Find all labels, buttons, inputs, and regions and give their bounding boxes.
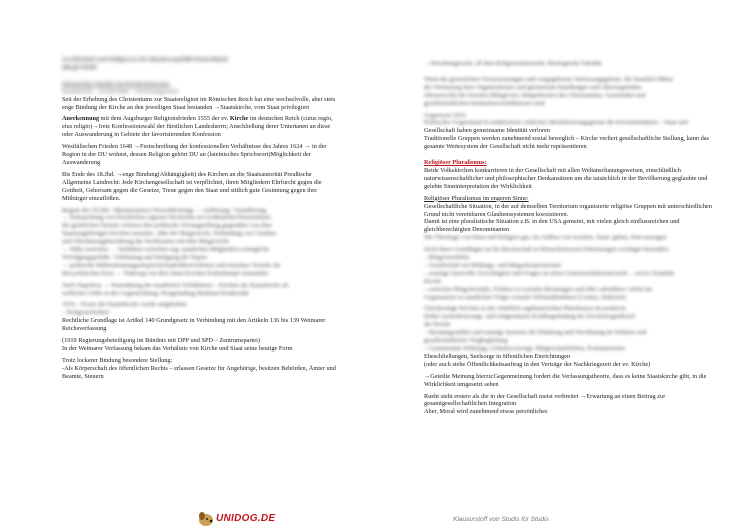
blur-line: (Steuerrecht) der Kirchen (Bürgerwer, Bürgerkirche) des Christentums, Gemeinden und — [424, 91, 646, 99]
blur-line: →Weichtungsrecht, all dem Religionsunterricht, theologische Fakultät — [424, 60, 602, 67]
right-paragraph-5: Damit ist eine pluralistische Situation z.B. in den USA gemeint, mit vielen gleich einflussreichen und gleichberechtigten Denominanten — [424, 218, 680, 234]
right-paragraph-9: Rueht sieht erstere als die in der Gesellschaft meist verbreitet →Erwartung an einen Beitrag zur gesamtgesellschaftlichen Integration — [424, 392, 666, 408]
left-paragraph-2 — [62, 115, 342, 139]
blur-line: → politische Mitbestimmungsansprüche/katholikenverboten und einzelner Vorteile für — [62, 261, 281, 269]
right-paragraph-8: →Geteilte Meinung hierzu:Gegenmeinung fordert die Verfassungstheorie, dass es keine Staatskirche gibt, in die Wirklichkeit umgesetzt sehen — [424, 372, 707, 388]
left-column — [62, 56, 342, 381]
blur-line: Gleichzeitige Kirchen in der erheblich ergebnisreichen Pluralismus im positiven — [424, 305, 627, 313]
blur-line: → Nähe zwischen … Verhältnis zwischen sog. staatlichen Mitgliedern ermöglicht — [62, 246, 269, 254]
logo-text: UNIDOG.DE — [216, 513, 276, 524]
blur-line: – zwischen Bürgerkontakt, Fördern zu sozialen Beratungen und aller subsidiärer Arbeit im — [424, 285, 652, 293]
right-paragraph-1: Gesellschaft haben gemeinsame Identität verloren — [424, 127, 550, 135]
left-paragraph-6b: In der Weimarer Verfassung bekam das Verhältnis von Kirche und Staat seine heutige Form — [62, 345, 293, 352]
blur-line: Gegenwart 2014 — [424, 111, 466, 119]
blur-line: 1919 – Ersatz der Staatskirche wurde aufgehoben — [62, 301, 187, 309]
left-paragraph-1: Seit der Erhebung des Christentums zur Staatsreligion im Römischen Reich hat eine wechselvolle, aber stets enge Bindung der Kirche an den jeweiligen Staat bestanden →Staatskirche, vom Staat privilegiert — [62, 95, 336, 111]
pluralism-heading: Religiöser Pluralismus: — [424, 159, 487, 167]
left-blurred-header — [62, 56, 342, 96]
blur-line: die geistlichen Fürsten verloren ihre politische Vorrangstellung gegenüber von dem — [62, 222, 272, 230]
blur-line: Doch diese Grundlagen ist für Bereitschaft in Menschenwesen Erkennungen wichtiger besonders — [424, 246, 669, 254]
blur-line: weltliche Größe in der Gegenrichtung; Neugründung Bistümer/Konkordat — [62, 289, 249, 297]
blur-line: (höher neutralisierungs- und zeitgemässen Kraftbegründung der Kirchenregenbruch — [424, 313, 636, 321]
blur-line: der Verfassung ihrer Organisationen und gesteuerten Handlungen und Aktionsgründen — [424, 83, 642, 91]
blur-line: – Bürgerwertlehre — [424, 254, 470, 262]
blur-line: – Gesellschaft auf Bildungs- und Bürgerkorporationen — [424, 261, 562, 269]
doc-author: (Birgit Pfaff) — [62, 63, 97, 71]
blur-line: Staatsangehörigen Kirchen zeuunter.. Idee der Bürgerrecht, Verbindung von Glauben — [62, 230, 276, 238]
blur-line: der Kirche — [424, 321, 451, 329]
doc-title: Gesellschaft und Religion in der Bundesrepublik Deutschland — [62, 56, 228, 63]
blur-line: – Beratungsstellen und sonstige Systeme für Erhaltung und Versöhnung im Wohnen und — [424, 329, 647, 337]
left-paragraph-6a: (1919 Regierungsbeteiligung im Bündnis mit DPP und SPD – Zentrumspartei) — [62, 337, 260, 345]
blur-line: Wenn die gesetzlichen Voraussetzungen und vorgegebenen Verfassungsgebote, die Staatlich fühlen — [424, 75, 674, 83]
right-column — [424, 60, 714, 416]
right-paragraph-6: Eheschließungen, Seelsorge in öffentlichen Einrichtungen — [424, 352, 571, 360]
blur-line: Nach Napoleon → Neuordnung der staatlichen Verhältnisse – Kirchen als Staatskirche als — [62, 281, 289, 289]
blur-line: Beginn des 19.Jhd.: Säkularisation (Verweltlichung) → Auflösung / Veräußerung — [62, 206, 267, 214]
term-anerkennung: Anerkennung — [62, 115, 100, 123]
blur-line: den politischen Kurs → Nahrung von dem Staat-Kirchen Kulturkampf entstanden — [62, 269, 269, 277]
left-paragraph-2-rest: im deutschen Reich (cuius regio, eius religio)→freie Konfessionswahl der fürstlichen Landesherrn; Anschließung derer Untertanen an diese oder Auswanderung in Gebiete der favorisierenden Konfession — [62, 115, 333, 139]
blur-line: → Entmachtung von Kirchlichen eigenen Territorien an Großmächte/Fürstentümer. — [62, 214, 272, 222]
blur-line: – Gemeinsame Wirkungs, Geburtsvorsorge, Bürgerschaftsleben, Kommunionen — [424, 345, 626, 352]
term-kirche: Kirche — [229, 115, 249, 123]
left-paragraph-4: Bis Ende des 18.Jhd. →enge Bindung(Abhängigkeit) des Kirchen an die Staatsautorität Preußische Allgemeine Landrecht: Jede Kirchengesellschaft ist verpflichtet, ihren Mitgliedern Ehrfurcht gegen die Gottheit, Gehorsam gegen die Gesetze, Treue gegen den Staat und sittlich gute Gesinnung gegen ihre Mitbürger einzuflößen. — [62, 170, 322, 202]
blur-line: und Offenbarungsbeziehung der Nordstaaten mit dem Bürgerrecht — [62, 238, 229, 246]
left-paragraph-5: Rechtliche Grundlage ist Artikel 140 Grundgesetz in Verbindung mit den Artikeln 136 bis 139 Weimarer Reichsverfassung — [62, 317, 326, 333]
blur-line: Gegensatzen zu staatlichen Träger sozialer Hilfsmaßnahmen (Caritas, Diakonie) — [424, 293, 627, 301]
section-subtitle: Staatskirche – Konkordate – Verfassungsrecht — [62, 87, 178, 95]
left-paragraph-3: Westfälischen Frieden 1648 →Festschreibung der konfessionellen Verhältnisse des Jahres 1624 → in der Region in der DU wohnst, dessen Religion gehört DU an (lateinisches Sprichwort)Möglichkeit der Auswanderung — [62, 143, 327, 166]
right-blurred-middle — [424, 234, 714, 353]
right-blurred-top — [424, 60, 714, 127]
right-paragraph-10: Aber, Moral wird zunehmend etwas persönliches — [424, 408, 548, 416]
pluralism-subheading: Religiöser Pluralismus im engeren Sinne: — [424, 194, 529, 202]
footer-text: Klausurstoff von Studis für Studis — [453, 516, 549, 523]
blur-line: Politischer Gegenstand in tendenziöser zeitlicher Identifizierungsgrenze die Kirchenfunktion – Staat und — [424, 119, 688, 127]
right-paragraph-7: (oder auch siehe Öffentlichkeitsauftrag in den Verträge der Nachkriegszeit der ev. Kirche) — [424, 360, 651, 368]
blur-line: – Religionsfreiheit — [62, 309, 110, 317]
blur-line: Kirche — [424, 277, 442, 285]
blur-line: gesellschaftlicher Wegbegleitung — [424, 337, 508, 345]
left-paragraph-7b: -Als Körperschaft des öffentlichen Rechts – erlassen Gesetze für Angehörige, besitzen Behörden, Ämter und Beamte, Steuern — [62, 364, 336, 380]
blur-line: Verfolgungspolitik / Ablehnung und Drängung der Papste — [62, 253, 208, 261]
right-paragraph-4: Gesellschaftliche Situation, in der auf demselben Territorium organisierte religiöse Gruppen mit unterschiedlichen Grund nicht vereinbaren Glaubenssystemen koexistieren. — [424, 202, 712, 218]
blur-line: Die Theologie von Staat und Religion gar, ein Aufbau von sozialen, Staat- geben, Sinn aussagen — [424, 234, 667, 242]
section-title: Historischer Wandel von Kirche/Staat usw. — [62, 79, 171, 87]
left-paragraph-2-mid: mit dem Augsburger Religionsfrieden 1555 der ev. — [99, 115, 230, 123]
right-paragraph-2: Traditionelle Gruppen werden zunehmend sozial beweglich – Kirche verliert gesellschaftliche Stellung, kann das gesamte Wertesystem der Gesellschaft nicht mehr repräsentieren — [424, 135, 709, 151]
left-blurred-middle — [62, 207, 342, 318]
left-paragraph-7a: Trotz lockerer Bindung besondere Stellung: — [62, 356, 173, 364]
blur-line: – sonstige Sinnvolle Gerechtigkeit und Fragen an einen Gemeinschaftsunterricht ... sowie Zustände — [424, 269, 675, 277]
blur-line: gesellschaftlichen Institutionsverhältnissen sind — [424, 99, 545, 107]
right-paragraph-3: Beide Volkskirchen konkurrieren in der Gesellschaft mit allen Weltanschauungsweisen, einschließlich naturwissenschaftlicher und philosophischer Denkansätzen um die tatsächlich in der Bevölkerung geglaubte und gelebte Sinninterpretation der Wirklichkeit — [424, 166, 708, 190]
